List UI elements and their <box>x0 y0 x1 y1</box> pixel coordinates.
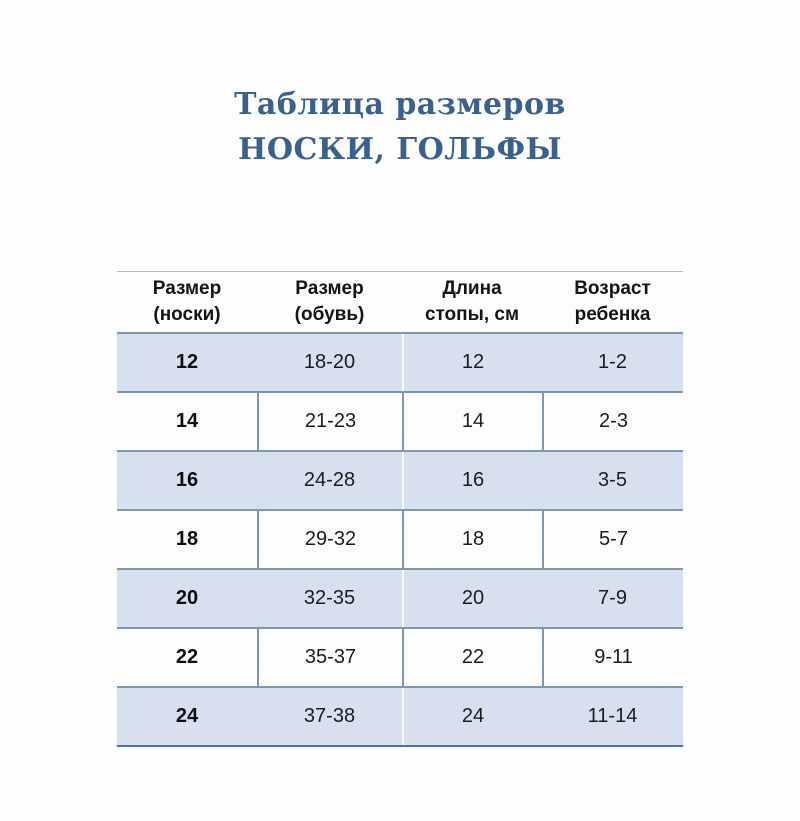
cell-size-shoes: 32-35 <box>303 587 356 609</box>
cell-child-age: 7-9 <box>598 587 627 609</box>
cell-size-socks: 18 <box>175 528 199 550</box>
cell-size-socks: 12 <box>175 351 199 373</box>
cell-size-socks: 16 <box>175 469 199 491</box>
cell-foot-length: 12 <box>402 334 542 391</box>
column-header-size-socks-line2: (носки) <box>153 304 221 325</box>
cell-foot-length: 14 <box>402 393 542 450</box>
table-row <box>117 452 683 511</box>
cell-size-socks: 14 <box>175 410 199 432</box>
column-header-child-age-line1: Возраст <box>574 278 651 299</box>
table-row <box>117 334 683 393</box>
size-table <box>117 271 683 747</box>
column-header-foot-length-line2: стопы, см <box>424 304 520 325</box>
table-row <box>117 570 683 629</box>
column-header-child-age-line2: ребенка <box>574 304 651 325</box>
column-header-size-socks-line1: Размер <box>152 278 222 299</box>
page-title-line1: Таблица размеров <box>234 87 566 122</box>
cell-size-socks: 24 <box>175 705 199 727</box>
cell-size-shoes: 21-23 <box>257 393 402 450</box>
page-title <box>0 0 800 172</box>
cell-size-socks: 20 <box>175 587 199 609</box>
column-header-size-shoes-line1: Размер <box>295 278 364 299</box>
column-header-foot-length-line1: Длина <box>442 278 502 299</box>
column-header-child-age <box>542 272 683 332</box>
table-header-row <box>117 272 683 334</box>
cell-child-age: 2-3 <box>542 393 683 450</box>
page-title-line2: НОСКИ, ГОЛЬФЫ <box>237 132 563 167</box>
cell-foot-length: 20 <box>402 570 542 627</box>
cell-child-age: 1-2 <box>598 351 627 373</box>
cell-size-shoes: 18-20 <box>303 351 356 373</box>
column-header-size-shoes <box>257 272 402 332</box>
table-row <box>117 629 683 688</box>
cell-child-age: 3-5 <box>598 469 627 491</box>
cell-foot-length: 18 <box>402 511 542 568</box>
table-row <box>117 511 683 570</box>
cell-size-shoes: 24-28 <box>303 469 356 491</box>
table-row <box>117 393 683 452</box>
cell-size-shoes: 37-38 <box>303 705 356 727</box>
table-row <box>117 688 683 747</box>
cell-child-age: 5-7 <box>542 511 683 568</box>
cell-child-age: 9-11 <box>542 629 683 686</box>
column-header-size-shoes-line2: (обувь) <box>294 304 365 325</box>
cell-size-shoes: 29-32 <box>257 511 402 568</box>
cell-foot-length: 16 <box>402 452 542 509</box>
cell-child-age: 11-14 <box>587 705 638 727</box>
cell-size-shoes: 35-37 <box>257 629 402 686</box>
cell-foot-length: 22 <box>402 629 542 686</box>
cell-foot-length: 24 <box>402 688 542 745</box>
cell-size-socks: 22 <box>175 646 199 668</box>
column-header-size-socks <box>117 272 257 332</box>
column-header-foot-length <box>402 272 542 332</box>
